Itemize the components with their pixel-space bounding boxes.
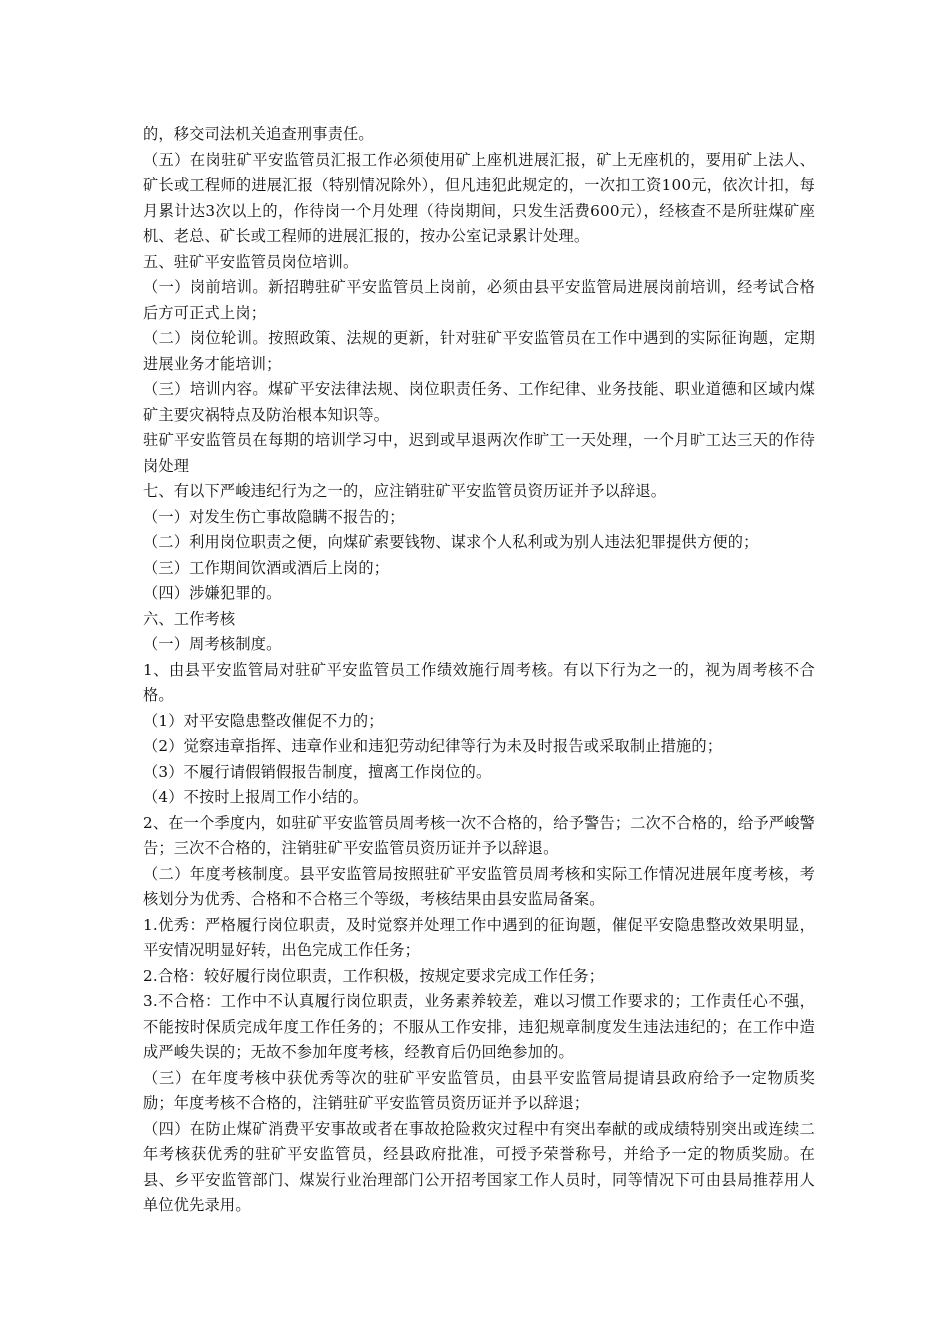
section-heading: 五、驻矿平安监管员岗位培训。	[143, 252, 359, 271]
paragraph: 的，移交司法机关追查刑事责任。	[143, 125, 374, 143]
section-heading: 六、工作考核	[143, 609, 236, 628]
paragraph: 驻矿平安监管员在每期的培训学习中，迟到或早退两次作旷工一天处理，一个月旷工达三天的作待岗处理	[143, 431, 815, 475]
paragraph: （4）不按时上报周工作小结的。	[143, 788, 369, 806]
paragraph: （一）岗前培训。新招聘驻矿平安监管员上岗前，必须由县平安监管局进展岗前培训，经考试合格后方可正式上岗；	[143, 278, 815, 322]
paragraph: （二）年度考核制度。县平安监管局按照驻矿平安监管员周考核和实际工作情况进展年度考核，考核划分为优秀、合格和不合格三个等级，考核结果由县安监局备案。	[143, 864, 815, 908]
paragraph: 2、在一个季度内，如驻矿平安监管员周考核一次不合格的，给予警告；二次不合格的，给予严峻警告；三次不合格的，注销驻矿平安监管员资历证并予以辞退。	[143, 813, 815, 857]
paragraph: （五）在岗驻矿平安监管员汇报工作必须使用矿上座机进展汇报，矿上无座机的，要用矿上法人、矿长或工程师的进展汇报（特别情况除外），但凡违犯此规定的，一次扣工资100元，依次计扣，每月累计达3次以上的，作待岗一个月处理（待岗期间，只发生活费600元），经核查不是所驻煤矿座机、老总、矿长或工程师的进展汇报的，按办公室记录累计处理。	[143, 150, 815, 245]
paragraph: （三）培训内容。煤矿平安法律法规、岗位职责任务、工作纪律、业务技能、职业道德和区域内煤矿主要灾祸特点及防治根本知识等。	[143, 380, 815, 424]
paragraph: （2）觉察违章指挥、违章作业和违犯劳动纪律等行为未及时报告或采取制止措施的；	[143, 737, 723, 755]
paragraph: 1.优秀：严格履行岗位职责，及时觉察并处理工作中遇到的征询题，催促平安隐患整改效果明显，平安情况明显好转，出色完成工作任务；	[143, 915, 815, 959]
paragraph: （1）对平安隐患整改催促不力的；	[143, 711, 384, 730]
paragraph: （四）在防止煤矿消费平安事故或者在事故抢险救灾过程中有突出奉献的或成绩特别突出或连续二年考核获优秀的驻矿平安监管员，经县政府批准，可授予荣誉称号，并给予一定的物质奖励。在县、乡平安监管部门、煤炭行业治理部门公开招考国家工作人员时，同等情况下可由县局推荐用人单位优先录用。	[143, 1119, 815, 1214]
paragraph: （三）工作期间饮酒或酒后上岗的；	[143, 558, 390, 577]
paragraph: （三）在年度考核中获优秀等次的驻矿平安监管员，由县平安监管局提请县政府给予一定物质奖励；年度考核不合格的，注销驻矿平安监管员资历证并予以辞退；	[143, 1068, 815, 1112]
paragraph: （一）周考核制度。	[143, 635, 282, 653]
paragraph: 2.合格：较好履行岗位职责，工作积极，按规定要求完成工作任务；	[143, 966, 605, 985]
paragraph: （四）涉嫌犯罪的。	[143, 584, 282, 602]
paragraph: （3）不履行请假销假报告制度，擅离工作岗位的。	[143, 762, 492, 781]
paragraph: 1、由县平安监管局对驻矿平安监管员工作绩效施行周考核。有以下行为之一的，视为周考核不合格。	[143, 660, 815, 704]
document-body	[143, 122, 815, 1219]
paragraph: （二）利用岗位职责之便，向煤矿索要钱物、谋求个人私利或为别人违法犯罪提供方便的；	[143, 533, 759, 551]
paragraph: 3.不合格：工作中不认真履行岗位职责，业务素养较差，难以习惯工作要求的；工作责任心不强，不能按时保质完成年度工作任务的；不服从工作安排，违犯规章制度发生违法违纪的；在工作中造成严峻失误的；无故不参加年度考核，经教育后仍回绝参加的。	[143, 992, 815, 1061]
paragraph: （一）对发生伤亡事故隐瞒不报告的；	[143, 507, 405, 526]
section-heading: 七、有以下严峻违纪行为之一的，应注销驻矿平安监管员资历证并予以辞退。	[143, 482, 667, 500]
paragraph: （二）岗位轮训。按照政策、法规的更新，针对驻矿平安监管员在工作中遇到的实际征询题，定期进展业务才能培训；	[143, 329, 815, 373]
